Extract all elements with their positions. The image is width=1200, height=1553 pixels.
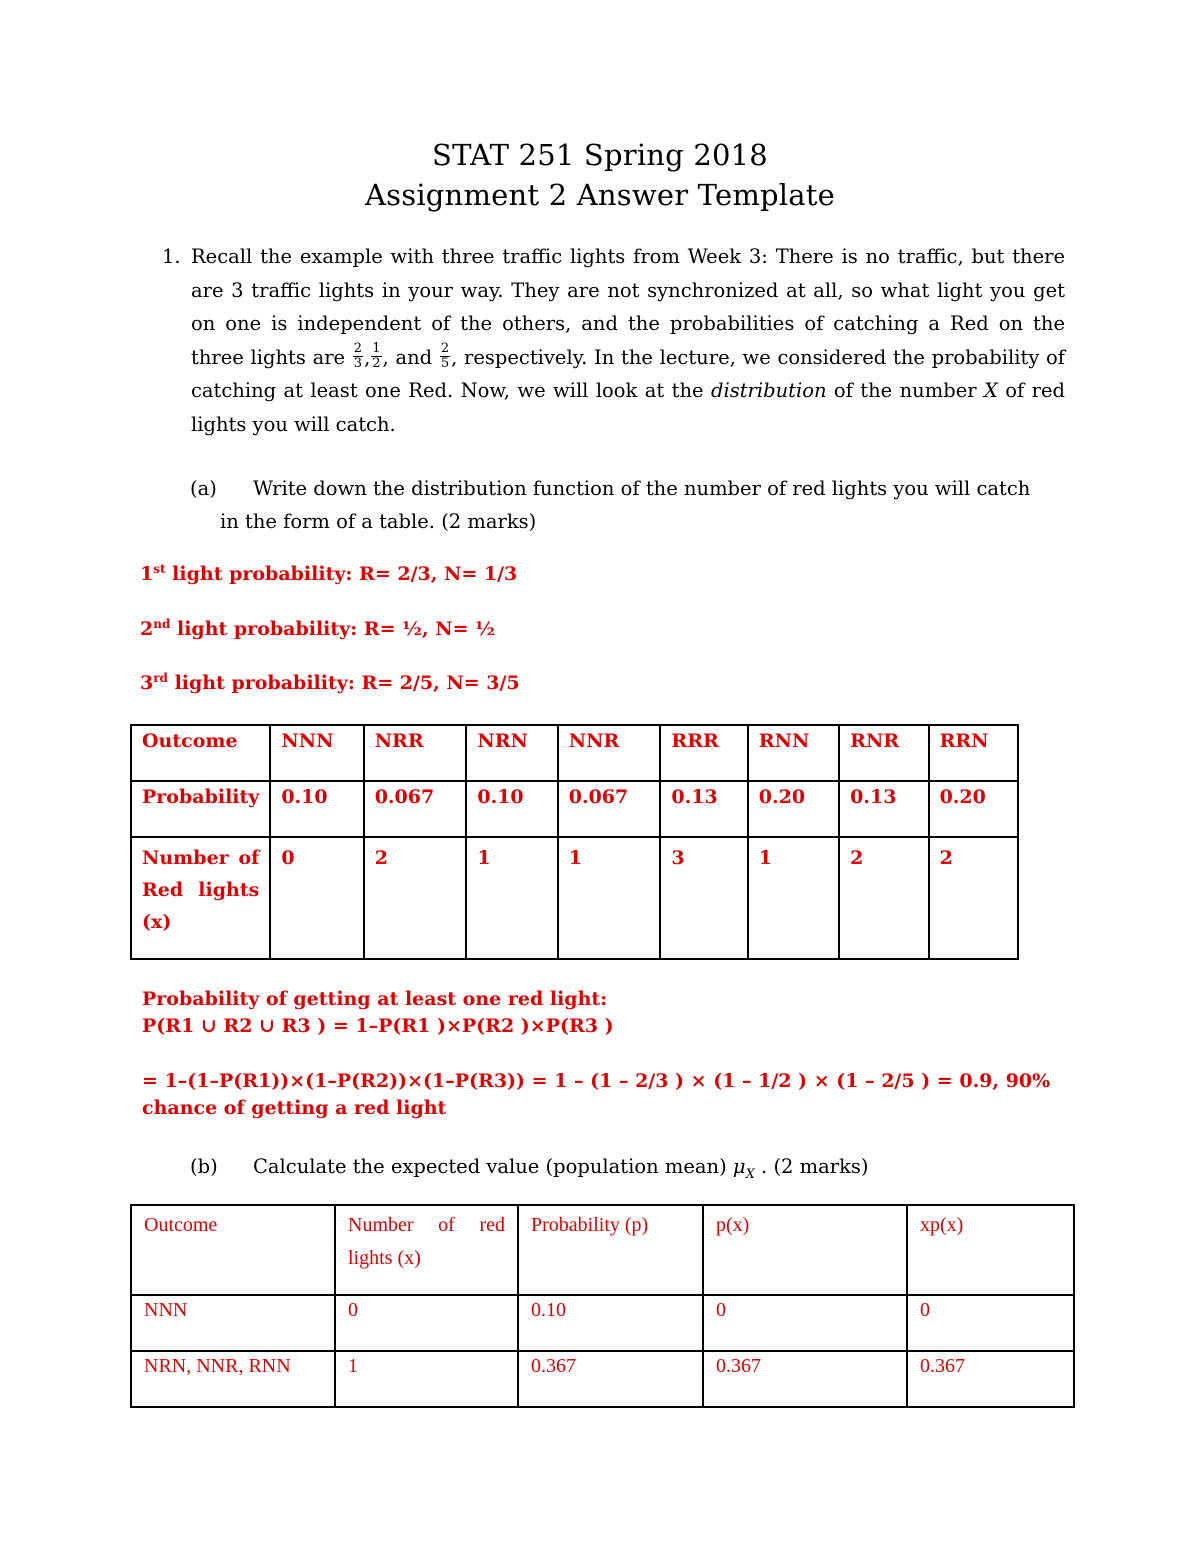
fraction-one-half: $\frac{1}{2}$ [372,340,381,371]
table-cell: 1 [335,1351,518,1407]
part-b-label: (b) [190,1155,218,1178]
variable-x: X [983,379,998,402]
question-number: 1. [162,245,181,268]
part-b [190,1150,1065,1191]
assignment-title: Assignment 2 Answer Template [365,178,835,212]
light-1-probability: 1st light probability: R= 2/3, N= 1/3 [140,562,518,585]
table-cell: 1 [558,837,661,959]
table-cell: 0.067 [364,781,467,837]
table-cell: RNN [748,725,839,781]
course-title: STAT 251 Spring 2018 [432,138,768,172]
part-a-label: (a) [190,477,217,500]
table-cell: 0.367 [703,1351,907,1407]
table-cell: 0 [907,1295,1074,1351]
part-a-line2: in the form of a table. (2 marks) [220,510,537,533]
part-a-line1: Write down the distribution function of the number of red lights you will catch [253,477,1031,500]
header-cell: Number of red lights (x) [335,1205,518,1295]
table-cell: 0 [335,1295,518,1351]
mu-symbol: μ [732,1155,746,1178]
working-formula-1: P(R1 ∪ R2 ∪ R3 ) = 1–P(R1 )×P(R2 )×P(R3 ) [142,1015,614,1037]
table-cell: 0.13 [660,781,747,837]
table-cell: 0.067 [558,781,661,837]
light-2-probability: 2nd light probability: R= ½, N= ½ [140,617,495,640]
table-cell: 0 [703,1295,907,1351]
table-cell: RRR [660,725,747,781]
table-cell: 0 [270,837,363,959]
table-cell: 0.10 [518,1295,703,1351]
header-cell: Probability (p) [518,1205,703,1295]
table-cell: NRN, NNR, RNN [131,1351,335,1407]
header-cell: p(x) [703,1205,907,1295]
table-cell: 1 [466,837,557,959]
table-row [131,1295,1074,1351]
table-cell: 2 [839,837,928,959]
row-label: Outcome [131,725,270,781]
row-label: Number of Red lights (x) [131,837,270,959]
table-cell: NNR [558,725,661,781]
table-cell: 2 [929,837,1018,959]
table-row [131,1351,1074,1407]
table-cell: 1 [748,837,839,959]
table-cell: NRN [466,725,557,781]
table-cell: RRN [929,725,1018,781]
table-cell: 0.13 [839,781,928,837]
part-a [190,472,1065,538]
fraction-two-thirds: $\frac{2}{3}$ [353,340,363,371]
table-header-row [131,1205,1074,1295]
light-3-probability: 3rd light probability: R= 2/5, N= 3/5 [140,671,520,694]
table-cell: NNN [131,1295,335,1351]
table-cell: 2 [364,837,467,959]
table-cell: 0.367 [907,1351,1074,1407]
fraction-two-fifths: $\frac{2}{5}$ [440,340,450,371]
table-cell: 0.20 [929,781,1018,837]
question-1 [150,240,1065,441]
table-cell: NRR [364,725,467,781]
table-cell: NNN [270,725,363,781]
table-row-red-count [131,837,1018,959]
question-1-text: Recall the example with three traffic lights from Week 3: There is no traffic, but there are 3 traffic lights in your way. They are not synchronized at all, so what light you get on one is independent of the others, and the probabilities of catching a Red on the three lights are $\frac{2}{3}$ , $\frac{1}{2}$ , and $\frac{2}{5}$ , respectively. In the lecture, we considered the probability of catching at least one Red. Now, we will look at the distribution of the number X of red lights you will catch. [191,245,1065,436]
working-heading: Probability of getting at least one red light: [142,988,608,1010]
table-row-outcome [131,725,1018,781]
table-cell: 0.367 [518,1351,703,1407]
table-cell: RNR [839,725,928,781]
row-label: Probability [131,781,270,837]
header-cell: Outcome [131,1205,335,1295]
part-b-text: Calculate the expected value (population mean) $\mu_X$ . (2 marks) [253,1155,869,1182]
working-formula-2: = 1–(1–P(R1))×(1–P(R2))×(1–P(R3)) = 1 – (1 – 2/3 ) × (1 – 1/2 ) × (1 – 2/5 ) = 0.9, 90% [142,1070,1051,1092]
header-cell: xp(x) [907,1205,1074,1295]
emphasis-distribution: distribution [710,379,827,402]
table-cell: 0.10 [466,781,557,837]
table-cell: 0.10 [270,781,363,837]
table-cell: 0.20 [748,781,839,837]
working-formula-3: chance of getting a red light [142,1097,447,1119]
table-row-probability [131,781,1018,837]
expected-value-table [130,1204,1075,1408]
at-least-one-red-working [142,986,1062,1122]
table-cell: 3 [660,837,747,959]
distribution-table [130,724,1019,960]
